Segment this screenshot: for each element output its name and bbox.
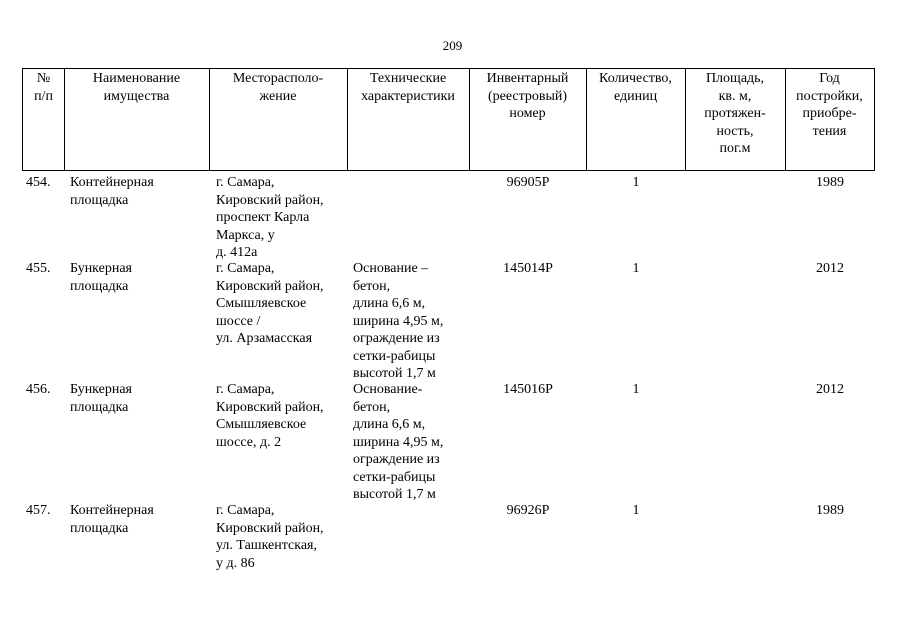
row-inventory: 145014Р	[503, 261, 553, 276]
row-year: 2012	[816, 382, 844, 397]
header-quantity: Количество, единиц	[599, 71, 672, 104]
row-quantity: 1	[632, 175, 640, 190]
header-location: Месторасполо- жение	[232, 71, 324, 104]
row-inventory: 96905Р	[506, 175, 550, 190]
row-name: Бункерная площадка	[70, 382, 132, 415]
row-year: 1989	[816, 175, 844, 190]
page-number: 209	[442, 38, 463, 53]
row-location: г. Самара, Кировский район, Смышляевское шоссе, д. 2	[216, 382, 324, 450]
row-quantity: 1	[632, 382, 640, 397]
header-num: № п/п	[34, 71, 53, 104]
row-location: г. Самара, Кировский район, проспект Карла Маркса, у д. 412а	[216, 175, 324, 260]
row-quantity: 1	[632, 261, 640, 276]
header-tech: Технические характеристики	[361, 71, 455, 104]
row-inventory: 145016Р	[503, 382, 553, 397]
row-num: 457.	[26, 503, 51, 518]
row-num: 454.	[26, 175, 51, 190]
row-year: 2012	[816, 261, 844, 276]
row-tech: Основание- бетон, длина 6,6 м, ширина 4,95 м, ограждение из сетки-рабицы высотой 1,7 м	[353, 382, 444, 502]
row-num: 455.	[26, 261, 51, 276]
row-location: г. Самара, Кировский район, Смышляевское шоссе / ул. Арзамасская	[216, 261, 324, 346]
row-location: г. Самара, Кировский район, ул. Ташкентская, у д. 86	[216, 503, 324, 571]
row-quantity: 1	[632, 503, 640, 518]
row-num: 456.	[26, 382, 51, 397]
row-year: 1989	[816, 503, 844, 518]
header-year: Год постройки, приобре- тения	[796, 71, 863, 139]
row-tech: Основание – бетон, длина 6,6 м, ширина 4,95 м, ограждение из сетки-рабицы высотой 1,7 м	[353, 261, 444, 381]
row-name: Бункерная площадка	[70, 261, 132, 294]
header-inventory: Инвентарный (реестровый) номер	[486, 71, 569, 121]
row-inventory: 96926Р	[506, 503, 550, 518]
header-name: Наименование имущества	[92, 71, 181, 104]
row-name: Контейнерная площадка	[70, 175, 154, 208]
header-area: Площадь, кв. м, протяжен- ность, пог.м	[704, 71, 766, 156]
row-name: Контейнерная площадка	[70, 503, 154, 536]
table-header	[22, 68, 875, 171]
